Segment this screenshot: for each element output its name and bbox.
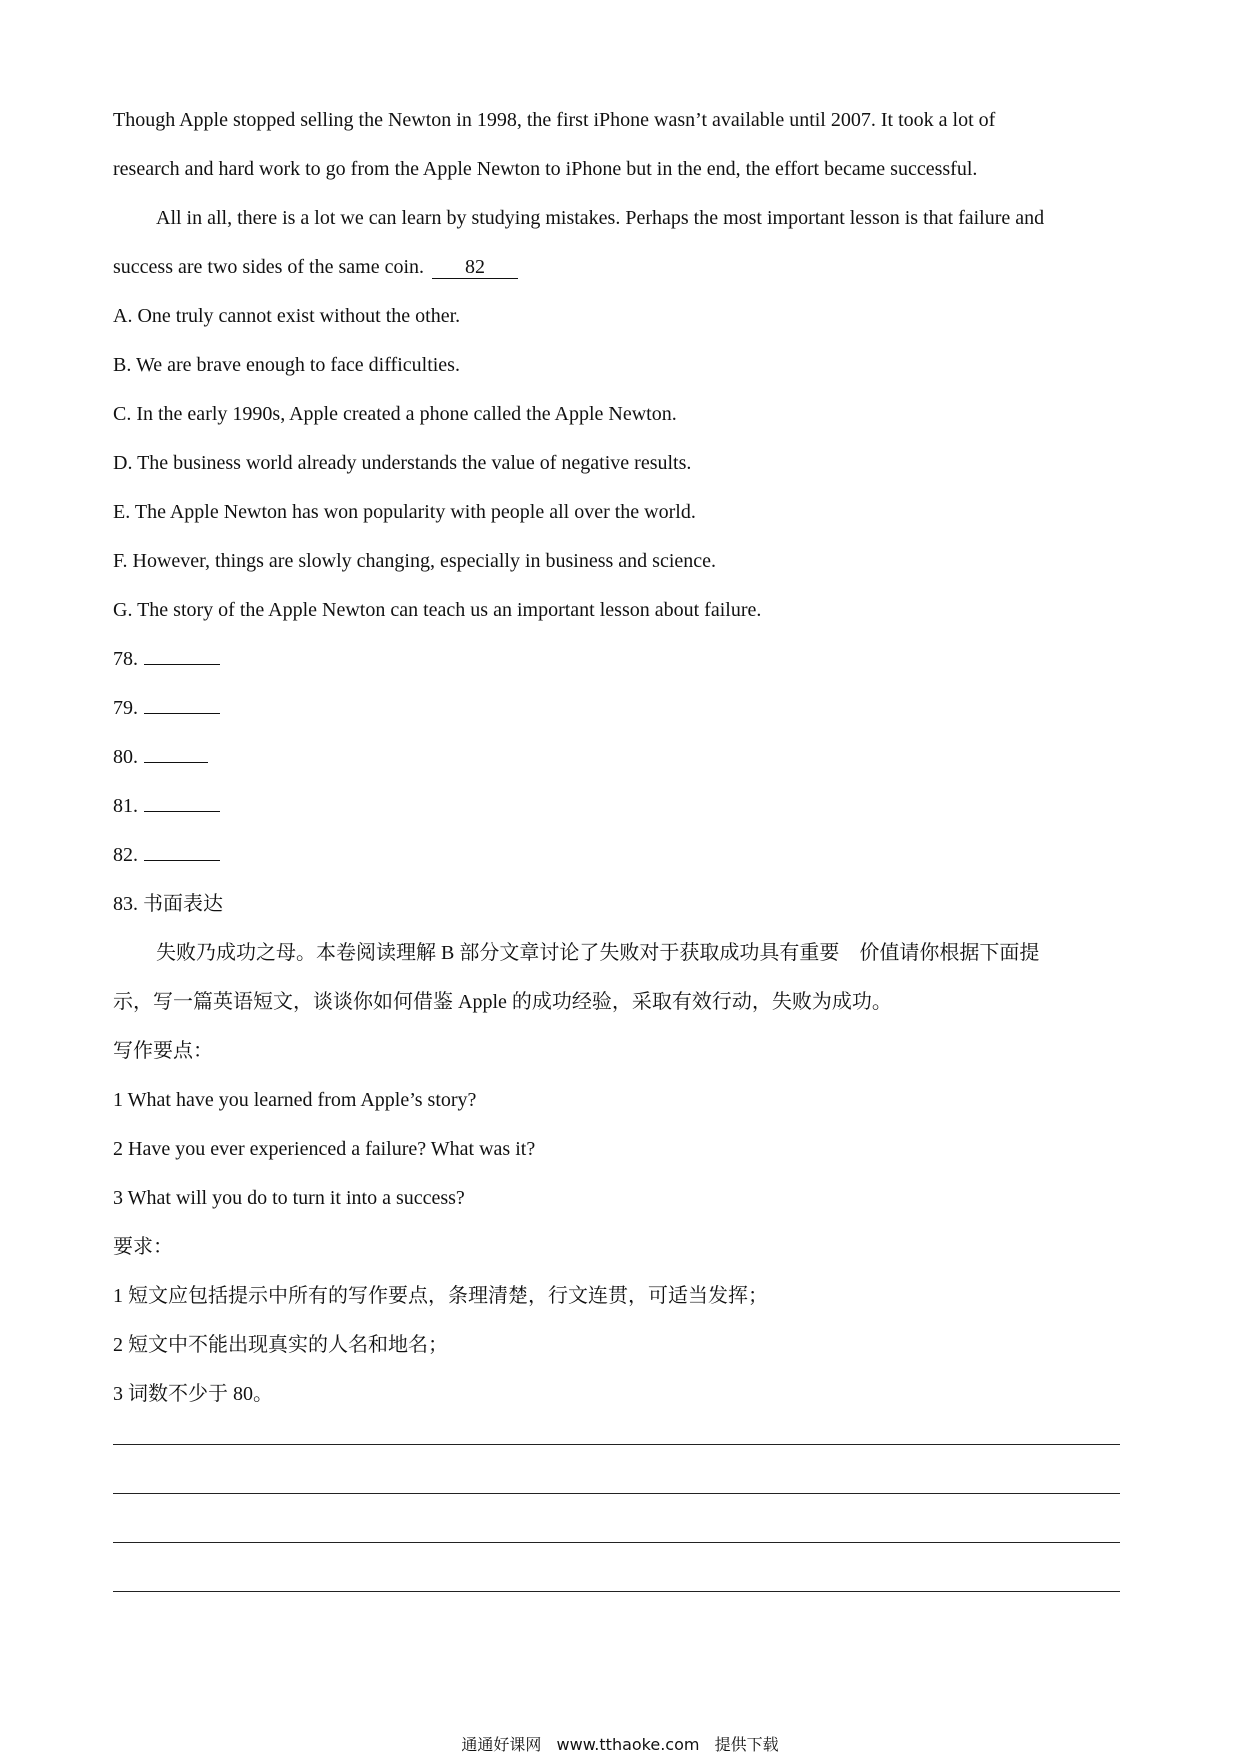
passage-text: success are two sides of the same coin. xyxy=(113,256,425,278)
answer-blank[interactable] xyxy=(144,644,220,665)
requirement: 2 短文中不能出现真实的人名和地名； xyxy=(113,1334,448,1356)
passage-line: All in all, there is a lot we can learn by studying mistakes. Perhaps the most important lesson is that failure and xyxy=(156,207,1045,229)
document-page xyxy=(113,96,1133,1419)
requirement: 3 词数不少于 80。 xyxy=(113,1383,273,1405)
passage-line-with-blank xyxy=(113,243,1133,292)
writing-line xyxy=(113,1493,1120,1494)
question-number: 81. xyxy=(113,795,138,817)
footer-url[interactable]: www.tthaoke.com xyxy=(556,1735,700,1754)
writing-point: 3 What will you do to turn it into a success? xyxy=(113,1187,465,1209)
question-number: 80. xyxy=(113,746,138,768)
answer-blank[interactable] xyxy=(144,791,220,812)
writing-intro: 示，写一篇英语短文，谈谈你如何借鉴 Apple 的成功经验，采取有效行动，失败为成功。 xyxy=(113,991,892,1013)
passage-line: research and hard work to go from the Apple Newton to iPhone but in the end, the effort became successful. xyxy=(113,158,978,180)
option-g: G. The story of the Apple Newton can teach us an important lesson about failure. xyxy=(113,599,762,621)
writing-point: 2 Have you ever experienced a failure? What was it? xyxy=(113,1138,536,1160)
requirement: 1 短文应包括提示中所有的写作要点，条理清楚，行文连贯，可适当发挥； xyxy=(113,1285,768,1307)
option-e: E. The Apple Newton has won popularity with people all over the world. xyxy=(113,501,696,523)
points-heading: 写作要点： xyxy=(113,1040,213,1062)
footer-suffix: 提供下载 xyxy=(714,1735,779,1754)
answer-blank-82: 82 xyxy=(432,256,518,279)
answer-line-82 xyxy=(113,831,1133,880)
answer-line-79 xyxy=(113,684,1133,733)
answer-line-81 xyxy=(113,782,1133,831)
answer-blank[interactable] xyxy=(144,693,220,714)
answer-blank[interactable] xyxy=(144,840,220,861)
option-d: D. The business world already understands the value of negative results. xyxy=(113,452,692,474)
writing-area[interactable] xyxy=(113,1444,1120,1640)
writing-line xyxy=(113,1542,1120,1543)
requirements-heading: 要求： xyxy=(113,1236,173,1258)
answer-line-80 xyxy=(113,733,1133,782)
writing-line xyxy=(113,1444,1120,1445)
option-f: F. However, things are slowly changing, especially in business and science. xyxy=(113,550,717,572)
answer-blank[interactable] xyxy=(144,742,208,763)
writing-line xyxy=(113,1591,1120,1592)
question-number: 82. xyxy=(113,844,138,866)
page-footer xyxy=(0,1732,1240,1755)
question-number: 78. xyxy=(113,648,138,670)
question-number: 79. xyxy=(113,697,138,719)
option-b: B. We are brave enough to face difficulties. xyxy=(113,354,460,376)
writing-point: 1 What have you learned from Apple’s story? xyxy=(113,1089,477,1111)
option-c: C. In the early 1990s, Apple created a phone called the Apple Newton. xyxy=(113,403,677,425)
writing-intro: 失败乃成功之母。本卷阅读理解 B 部分文章讨论了失败对于获取成功具有重要 价值请你根据下面提 xyxy=(156,942,1040,964)
writing-title: 83. 书面表达 xyxy=(113,893,223,915)
answer-line-78 xyxy=(113,635,1133,684)
footer-site-name: 通通好课网 xyxy=(461,1735,542,1754)
option-a: A. One truly cannot exist without the other. xyxy=(113,305,461,327)
passage-line: Though Apple stopped selling the Newton in 1998, the first iPhone wasn’t available until 2007. It took a lot of xyxy=(113,109,996,131)
